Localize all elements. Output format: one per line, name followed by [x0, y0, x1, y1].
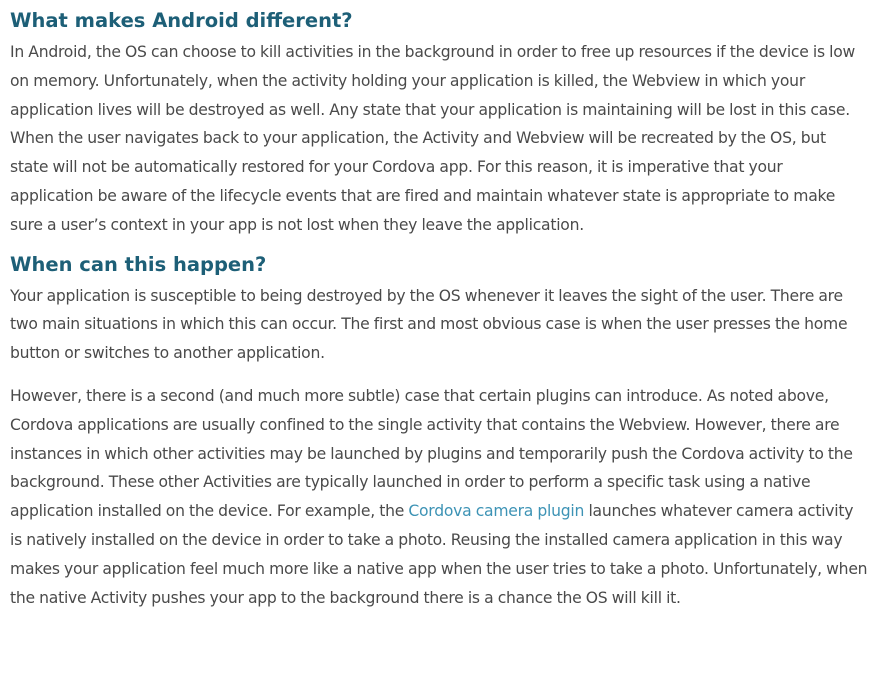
section-heading-android-different: What makes Android different? — [10, 9, 353, 32]
paragraph-plugins — [10, 382, 868, 612]
paragraph-situations: Your application is susceptible to being destroyed by the OS whenever it leaves the sight of the user. There are two main situations in which this can occur. The first and most obvious case is when the user presses the home button or switches to another application. — [10, 286, 848, 363]
cordova-camera-plugin-link[interactable]: Cordova camera plugin — [408, 502, 585, 521]
section-heading-when-can-this-happen: When can this happen? — [10, 252, 267, 276]
paragraph-plugins-text-before: However, there is a second (and much more subtle) case that certain plugins can introduce. As noted above, Cordova applications are usually confined to the single activity that contains the Webview. However, there are instances in which other activities may be launched by plugins and temporarily push the Cordova activity to the background. These other Activities are typically launched in order to perform a specific task using a native application installed on the device. For example, the — [10, 386, 853, 521]
paragraph-android-lifecycle: In Android, the OS can choose to kill activities in the background in order to free up resources if the device is low on memory. Unfortunately, when the activity holding your application is killed, the Webview in which your application lives will be destroyed as well. Any state that your application is maintaining will be lost in this case. When the user navigates back to your application, the Activity and Webview will be recreated by the OS, but state will not be automatically restored for your Cordova app. For this reason, it is imperative that your application be aware of the lifecycle events that are fired and maintain whatever state is appropriate to make sure a user’s context in your app is not lost when they leave the application. — [10, 43, 856, 234]
paragraph-plugins-text-after: launches whatever camera activity is natively installed on the device in order to take a photo. Reusing the installed camera application in this way makes your application feel much more like a native app when the user tries to take a photo. Unfortunately, when the native Activity pushes your app to the background there is a chance the OS will kill it. — [10, 502, 868, 607]
